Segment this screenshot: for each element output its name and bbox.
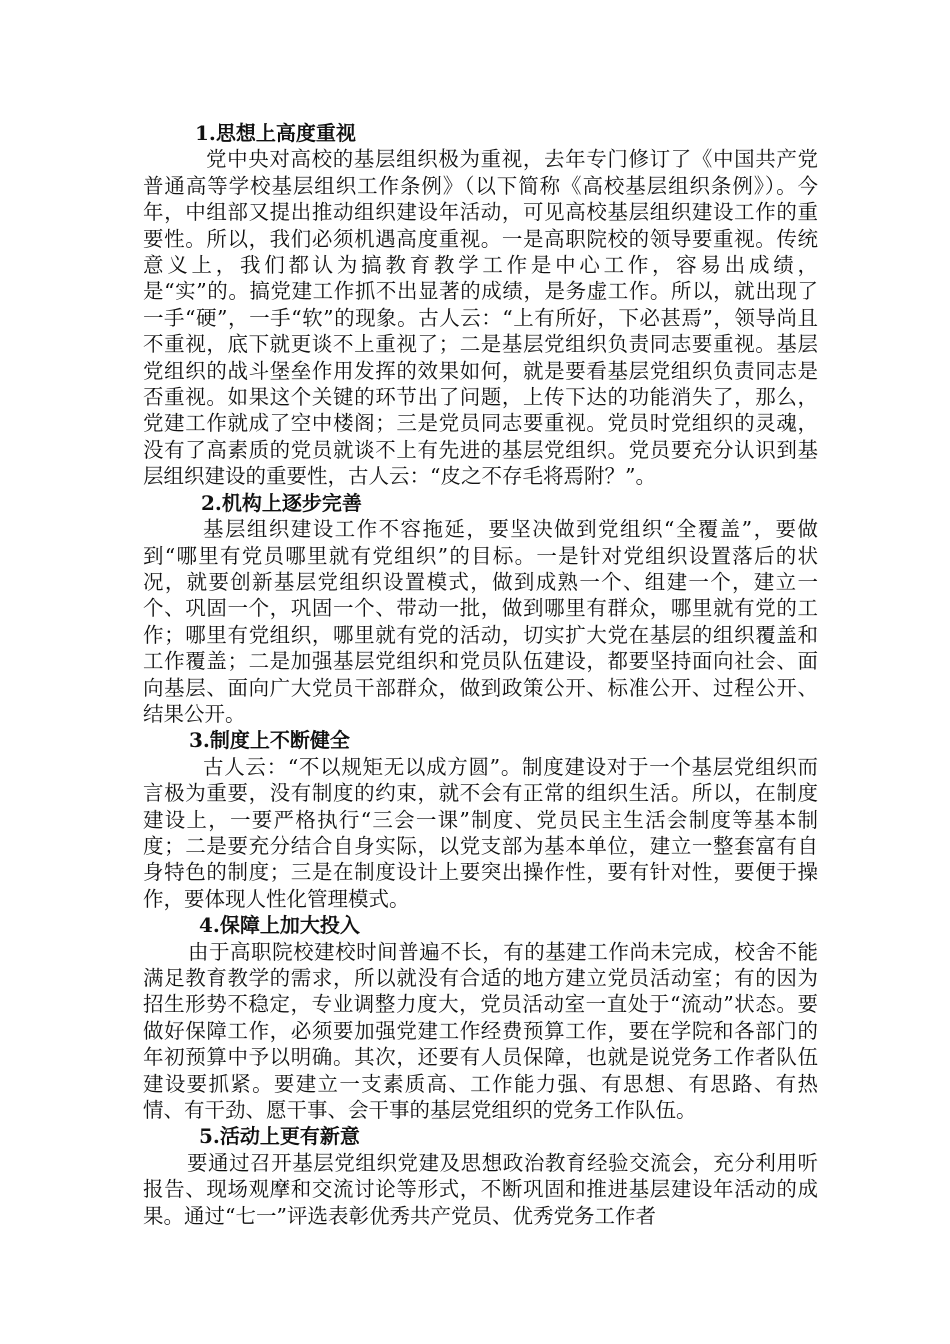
section-paragraph-5: 要通过召开基层党组织党建及思想政治教育经验交流会，充分利用听报告、现场观摩和交流讨论等形式，不断巩固和推进基层建设年活动的成果。通过“七一”评选表彰优秀共产党员、优秀党务工作者	[143, 1150, 818, 1228]
section-paragraph-2: 基层组织建设工作不容拖延，要坚决做到党组织“全覆盖”，要做到“哪里有党员哪里就有党组织”的目标。一是针对党组织设置落后的状况，就要创新基层党组织设置模式，做到成熟一个、组建一个，建立一个、巩固一个，巩固一个、带动一批，做到哪里有群众，哪里就有党的工作；哪里有党组织，哪里就有党的活动，切实扩大党在基层的组织覆盖和工作覆盖；二是加强基层党组织和党员队伍建设，都要坚持面向社会、面向基层、面向广大党员干部群众，做到政策公开、标准公开、过程公开、结果公开。	[143, 517, 818, 726]
section-paragraph-4: 由于高职院校建校时间普遍不长，有的基建工作尚未完成，校舍不能满足教育教学的需求，所以就没有合适的地方建立党员活动室；有的因为招生形势不稳定，专业调整力度大，党员活动室一直处于“流动”状态。要做好保障工作，必须要加强党建工作经费预算工作，要在学院和各部门的年初预算中予以明确。其次，还要有人员保障，也就是说党务工作者队伍建设要抓紧。要建立一支素质高、工作能力强、有思想、有思路、有热情、有干劲、愿干事、会干事的基层党组织的党务工作队伍。	[143, 939, 818, 1123]
section-heading-5: 5.活动上更有新意	[199, 1124, 360, 1149]
section-paragraph-3: 古人云：“不以规矩无以成方圆”。制度建设对于一个基层党组织而言极为重要，没有制度的约束，就不会有正常的组织生活。所以，在制度建设上，一要严格执行“三会一课”制度、党员民主生活会制度等基本制度；二是要充分结合自身实际，以党支部为基本单位，建立一整套富有自身特色的制度；三是在制度设计上要突出操作性，要有针对性，要便于操作，要体现人性化管理模式。	[143, 754, 818, 911]
document-body	[143, 120, 818, 1229]
section-paragraph-1: 党中央对高校的基层组织极为重视，去年专门修订了《中国共产党普通高等学校基层组织工作条例》（以下简称《高校基层组织条例》）。今年，中组部又提出推动组织建设年活动，可见高校基层组织建设工作的重要性。所以，我们必须机遇高度重视。一是高职院校的领导要重视。传统意义上，我们都认为搞教育教学工作是中心工作，容易出成绩，是“实”的。搞党建工作抓不出显著的成绩，是务虚工作。所以，就出现了一手“硬”，一手“软”的现象。古人云：“上有所好，下必甚焉”，领导尚且不重视，底下就更谈不上重视了；二是基层党组织负责同志要重视。基层党组织的战斗堡垒作用发挥的效果如何，就是要看基层党组织负责同志是否重视。如果这个关键的环节出了问题，上传下达的功能消失了，那么，党建工作就成了空中楼阁；三是党员同志要重视。党员时党组织的灵魂，没有了高素质的党员就谈不上有先进的基层党组织。党员要充分认识到基层组织建设的重要性，古人云：“皮之不存毛将焉附？”。	[143, 147, 818, 489]
section-heading-2: 2.机构上逐步完善	[201, 490, 362, 515]
section-heading-4: 4.保障上加大投入	[199, 913, 360, 938]
section-heading-1: 1.思想上高度重视	[195, 121, 356, 145]
section-heading-3: 3.制度上不断健全	[189, 728, 350, 753]
